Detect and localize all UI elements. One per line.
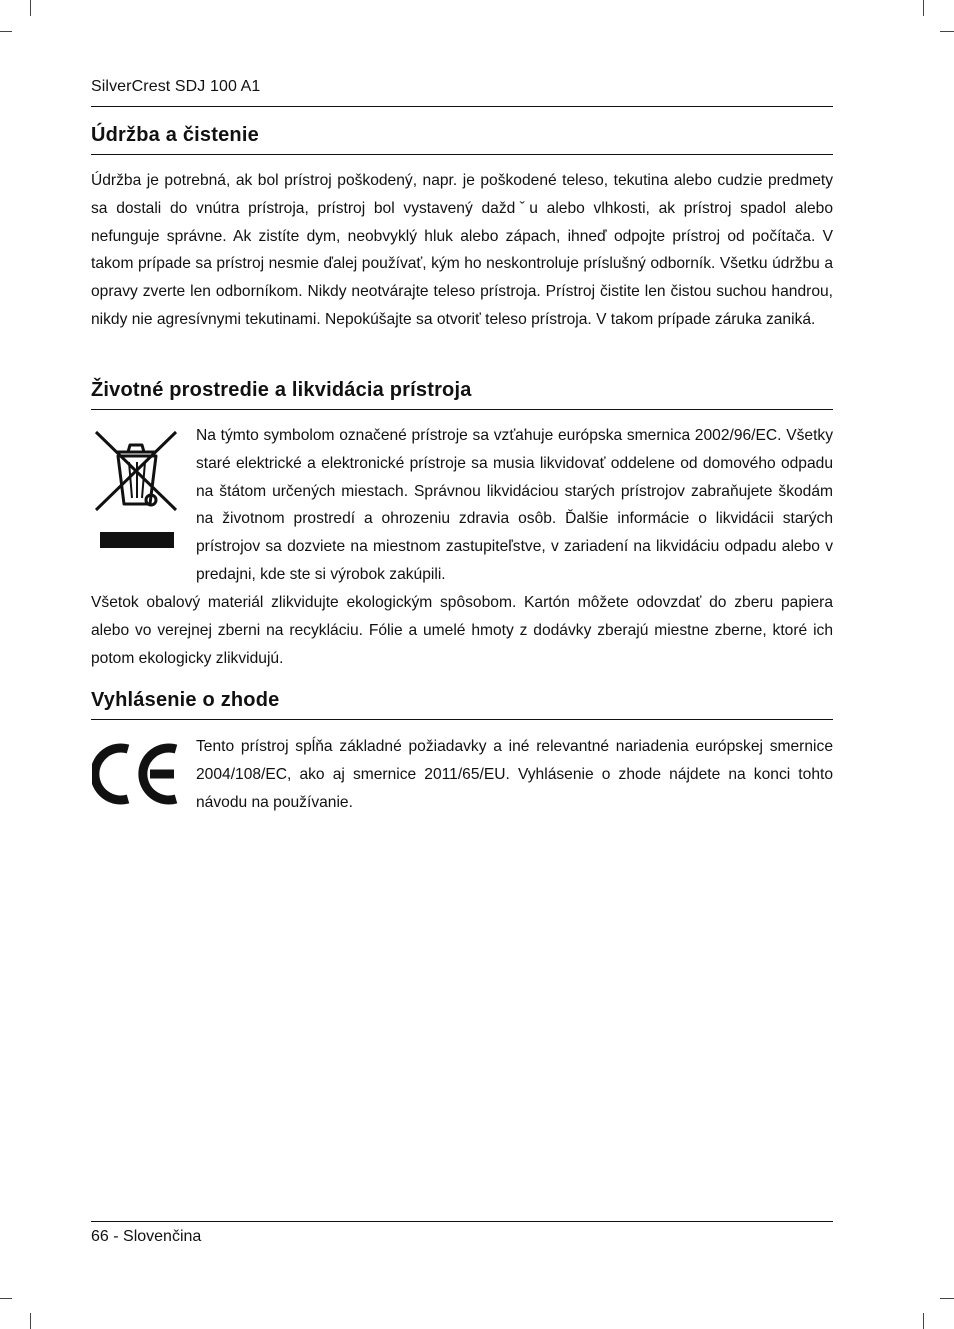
weee-crossed-bin-icon — [92, 428, 180, 550]
footer-rule — [91, 1221, 833, 1222]
crop-mark — [30, 0, 31, 16]
packaging-paragraph: Všetok obalový materiál zlikvidujte ekologickým spôsobom. Kartón môžete odovzdať do zberu papiera alebo vo verejnej zberni na recykláciu. Fólie a umelé hmoty z dodávky zberajú miestne zberne, ktoré ich potom ekologicky zlikvidujú. — [91, 594, 833, 667]
crop-mark — [923, 1313, 924, 1329]
running-header: SilverCrest SDJ 100 A1 — [91, 78, 261, 95]
crop-mark — [30, 1313, 31, 1329]
weee-paragraph: Na týmto symbolom označené prístroje sa vzťahuje európska smernica 2002/96/EC. Všetky staré elektrické a elektronické prístroje sa musia likvidovať oddelene od domového odpadu na štátom určených miestach. Správnou likvidáciou starých prístrojov zabraňujete škodám na životnom prostredí a ohrozeniu zdravia osôb. Ďalšie informácie o likvidácii starých prístrojov sa dozviete na miestnom zastupiteľstve, v zariadení na likvidáciu odpadu alebo v predajni, kde ste si výrobok zakúpili. — [196, 427, 833, 583]
section-heading-maintenance: Údržba a čistenie — [91, 124, 259, 146]
crop-mark — [0, 1298, 12, 1299]
crop-mark — [940, 31, 954, 32]
page-number: 66 - Slovenčina — [91, 1228, 202, 1245]
conformity-paragraph: Tento prístroj spĺňa základné požiadavky a iné relevantné nariadenia európskej smernice 2004/108/EC, ako aj smernice 2011/65/EU. Vyhlásenie o zhode nájdete na konci tohto návodu na používanie. — [196, 738, 833, 811]
crop-mark — [0, 31, 12, 32]
section-heading-conformity: Vyhlásenie o zhode — [91, 689, 280, 711]
section-rule — [91, 719, 833, 720]
section-rule — [91, 409, 833, 410]
crop-mark — [923, 0, 924, 16]
section-rule — [91, 154, 833, 155]
ce-mark-icon — [92, 741, 182, 807]
maintenance-paragraph: Údržba je potrebná, ak bol prístroj poškodený, napr. je poškodené teleso, tekutina alebo cudzie predmety sa dostali do vnútra prístroja, prístroj bol vystavený daždˇu alebo vlhkosti, ak prístroj spadol alebo nefunguje správne. Ak zistíte dym, neobvyklý hluk alebo zápach, ihneď odpojte prístroj od počítača. V takom prípade sa prístroj nesmie ďalej používať, kým ho neskontroluje príslušný odborník. Všetku údržbu a opravy zverte len odborníkom. Nikdy neotvárajte teleso prístroja. Prístroj čistite len čistou suchou handrou, nikdy nie agresívnymi tekutinami. Nepokúšajte sa otvoriť teleso prístroja. V takom prípade záruka zaniká. — [91, 172, 833, 328]
section-heading-environment: Životné prostredie a likvidácia prístroja — [91, 379, 472, 401]
crop-mark — [940, 1298, 954, 1299]
header-rule — [91, 106, 833, 107]
